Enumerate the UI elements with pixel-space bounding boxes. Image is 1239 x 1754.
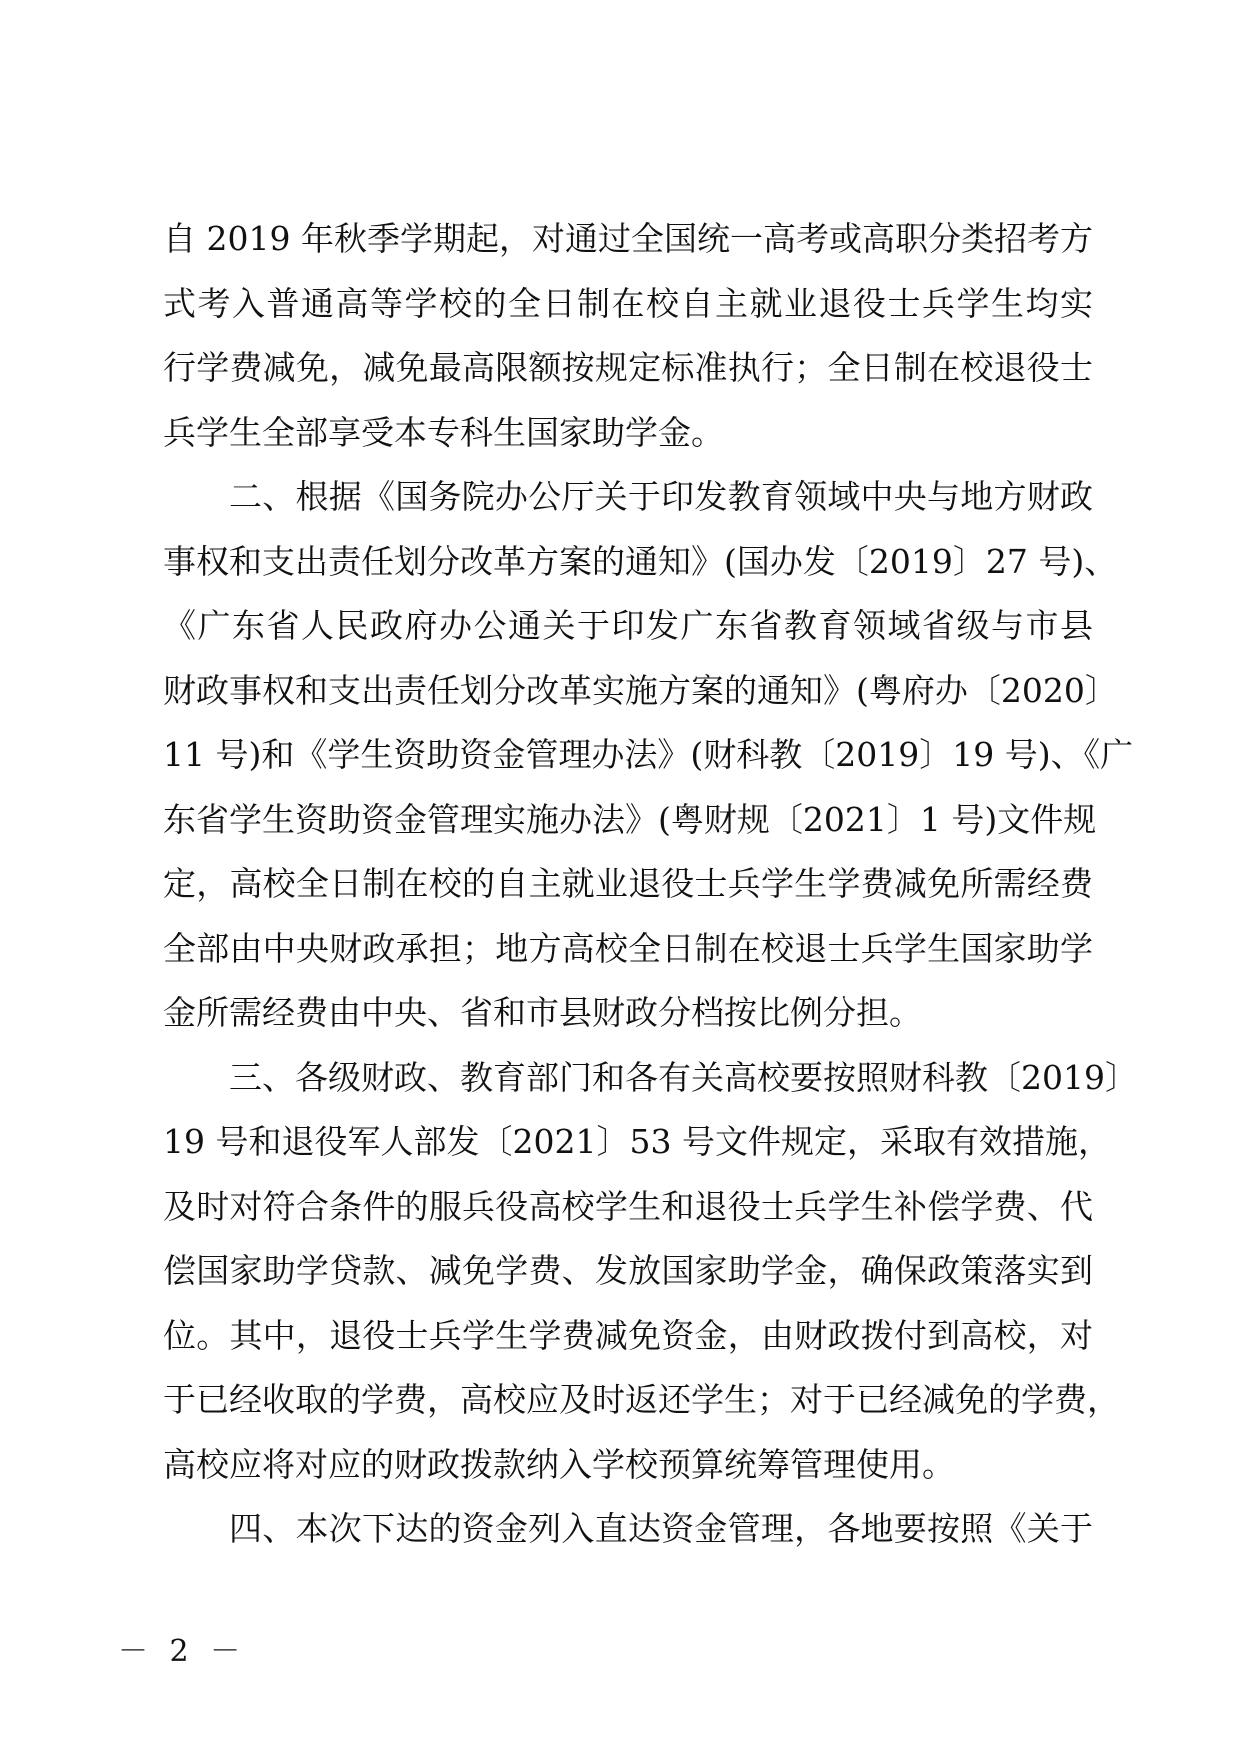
text-line: 定，高校全日制在校的自主就业退役士兵学生学费减免所需经费 (163, 864, 1093, 903)
text-line: 及时对符合条件的服兵役高校学生和退役士兵学生补偿学费、代 (163, 1186, 1093, 1226)
text-line: 11 号)和《学生资助资金管理办法》(财科教〔2019〕19 号)、《广 (163, 735, 1134, 774)
text-line: 《广东省人民政府办公通关于印发广东省教育领域省级与市县 (163, 606, 1093, 645)
text-line: 自 2019 年秋季学期起，对通过全国统一高考或高职分类招考方 (163, 219, 1093, 258)
text-line: 金所需经费由中央、省和市县财政分档按比例分担。 (163, 993, 922, 1032)
section-three-heading-line: 三、各级财政、教育部门和各有关高校要按照财科教〔2019〕 (229, 1057, 1138, 1097)
text-line: 事权和支出责任划分改革方案的通知》(国办发〔2019〕27 号)、 (163, 541, 1118, 581)
text-line: 财政事权和支出责任划分改革实施方案的通知》(粤府办〔2020〕 (163, 670, 1118, 710)
text-line: 19 号和退役军人部发〔2021〕53 号文件规定，采取有效措施， (163, 1122, 1111, 1161)
section-four-heading-line: 四、本次下达的资金列入直达资金管理，各地要按照《关于 (229, 1509, 1093, 1548)
text-line: 高校应将对应的财政拨款纳入学校预算统筹管理使用。 (163, 1444, 955, 1484)
text-line: 于已经收取的学费，高校应及时返还学生；对于已经减免的学费， (163, 1380, 1120, 1419)
text-line: 全部由中央财政承担；地方高校全日制在校退士兵学生国家助学 (163, 928, 1093, 968)
text-line: 行学费减免，减免最高限额按规定标准执行；全日制在校退役士 (163, 348, 1093, 387)
text-line: 兵学生全部享受本专科生国家助学金。 (163, 412, 724, 452)
text-line: 东省学生资助资金管理实施办法》(粤财规〔2021〕1 号)文件规 (163, 799, 1097, 839)
text-line: 偿国家助学贷款、减免学费、发放国家助学金，确保政策落实到 (163, 1251, 1093, 1290)
section-two-heading-line: 二、根据《国务院办公厅关于印发教育领域中央与地方财政 (229, 477, 1093, 516)
page-number: － 2 － (118, 1634, 247, 1669)
document-body (163, 207, 1138, 1562)
text-line: 式考入普通高等学校的全日制在校自主就业退役士兵学生均实 (163, 283, 1093, 323)
text-line: 位。其中，退役士兵学生学费减免资金，由财政拨付到高校，对 (163, 1315, 1093, 1355)
